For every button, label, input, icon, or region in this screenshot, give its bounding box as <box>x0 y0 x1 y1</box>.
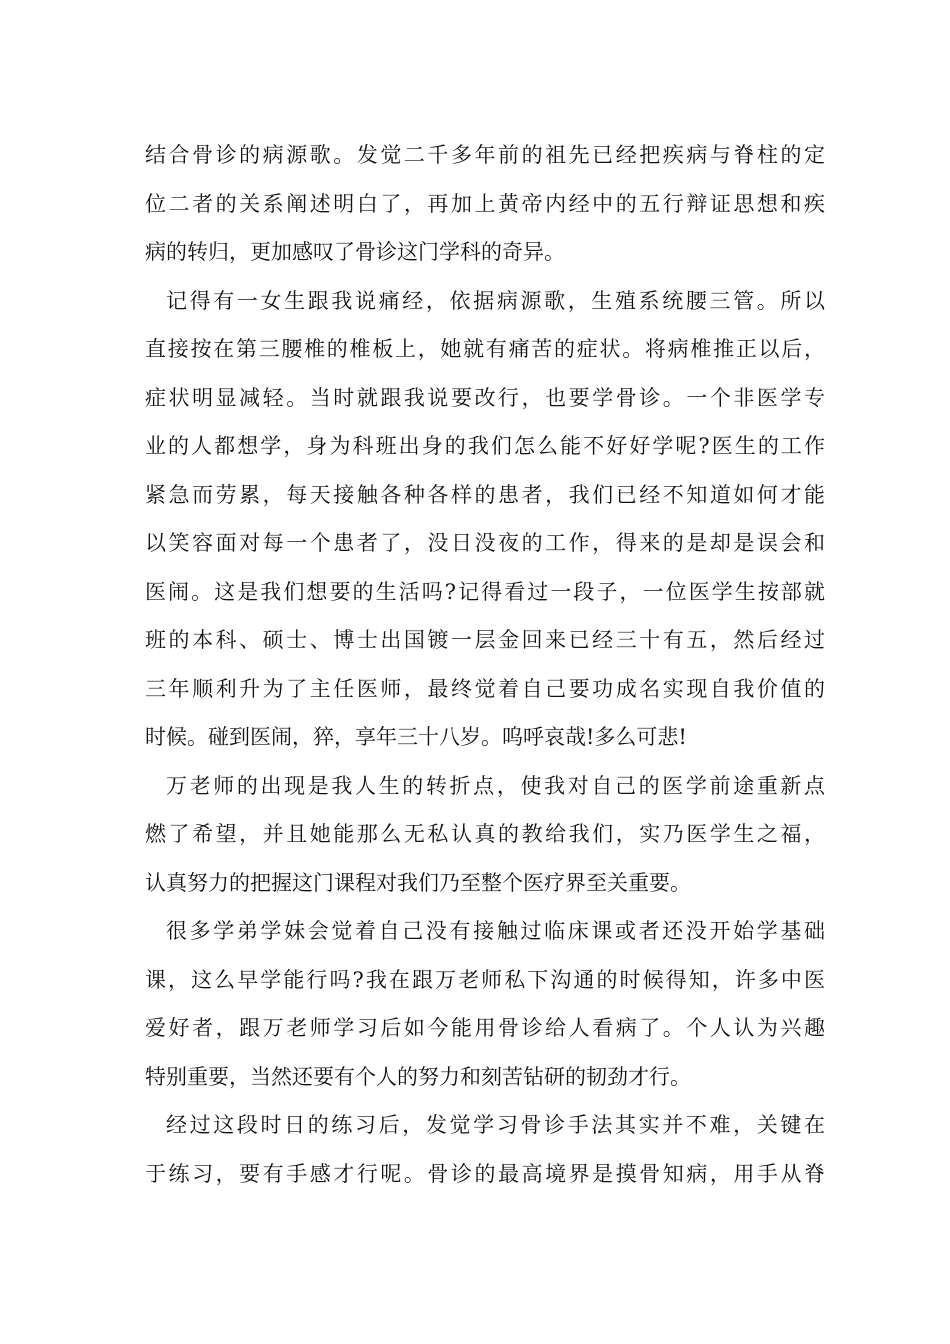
text-line: 认真努力的把握这门课程对我们乃至整个医疗界至关重要。 <box>145 870 691 895</box>
paragraph-start-line: 万老师的出现是我人生的转折点，使我对自己的医学前途重新点 <box>166 773 825 798</box>
text-line: 以笑容面对每一个患者了，没日没夜的工作，得来的是却是误会和 <box>145 531 825 555</box>
paragraph-start-line: 很多学弟学妹会觉着自己没有接触过临床课或者还没开始学基础 <box>166 919 825 943</box>
body-text <box>145 131 825 1198</box>
text-line: 病的转归，更加感叹了骨诊这门学科的奇异。 <box>145 240 565 264</box>
text-line: 业的人都想学，身为科班出身的我们怎么能不好好学呢?医生的工作 <box>145 434 825 458</box>
text-line: 于练习，要有手感才行呢。骨诊的最高境界是摸骨知病，用手从脊 <box>145 1161 825 1186</box>
text-line: 时候。碰到医闹，猝，享年三十八岁。呜呼哀哉!多么可悲! <box>145 725 687 749</box>
text-line: 燃了希望，并且她能那么无私认真的教给我们，实乃医学生之福， <box>145 822 825 846</box>
paragraph-start-line: 记得有一女生跟我说痛经，依据病源歌，生殖系统腰三管。所以 <box>166 288 825 313</box>
text-line: 特别重要，当然还要有个人的努力和刻苦钻研的韧劲才行。 <box>145 1064 691 1089</box>
text-line: 紧急而劳累，每天接触各种各样的患者，我们已经不知道如何才能 <box>145 482 825 507</box>
text-line: 三年顺利升为了主任医师，最终觉着自己要功成名实现自我价值的 <box>145 676 825 701</box>
text-line: 班的本科、硕士、博士出国镀一层金回来已经三十有五，然后经过 <box>145 628 825 652</box>
text-line: 课，这么早学能行吗?我在跟万老师私下沟通的时候得知，许多中医 <box>145 967 825 992</box>
text-line: 结合骨诊的病源歌。发觉二千多年前的祖先已经把疾病与脊柱的定 <box>145 143 825 167</box>
text-line: 直接按在第三腰椎的椎板上，她就有痛苦的症状。将病椎推正以后， <box>145 337 825 361</box>
paragraph-start-line: 经过这段时日的练习后，发觉学习骨诊手法其实并不难，关键在 <box>166 1113 825 1137</box>
text-line: 爱好者，跟万老师学习后如今能用骨诊给人看病了。个人认为兴趣 <box>145 1016 825 1040</box>
text-line: 医闹。这是我们想要的生活吗?记得看过一段子，一位医学生按部就 <box>145 579 825 604</box>
text-line: 症状明显减轻。当时就跟我说要改行，也要学骨诊。一个非医学专 <box>145 385 825 410</box>
text-line: 位二者的关系阐述明白了，再加上黄帝内经中的五行辩证思想和疾 <box>145 191 825 216</box>
